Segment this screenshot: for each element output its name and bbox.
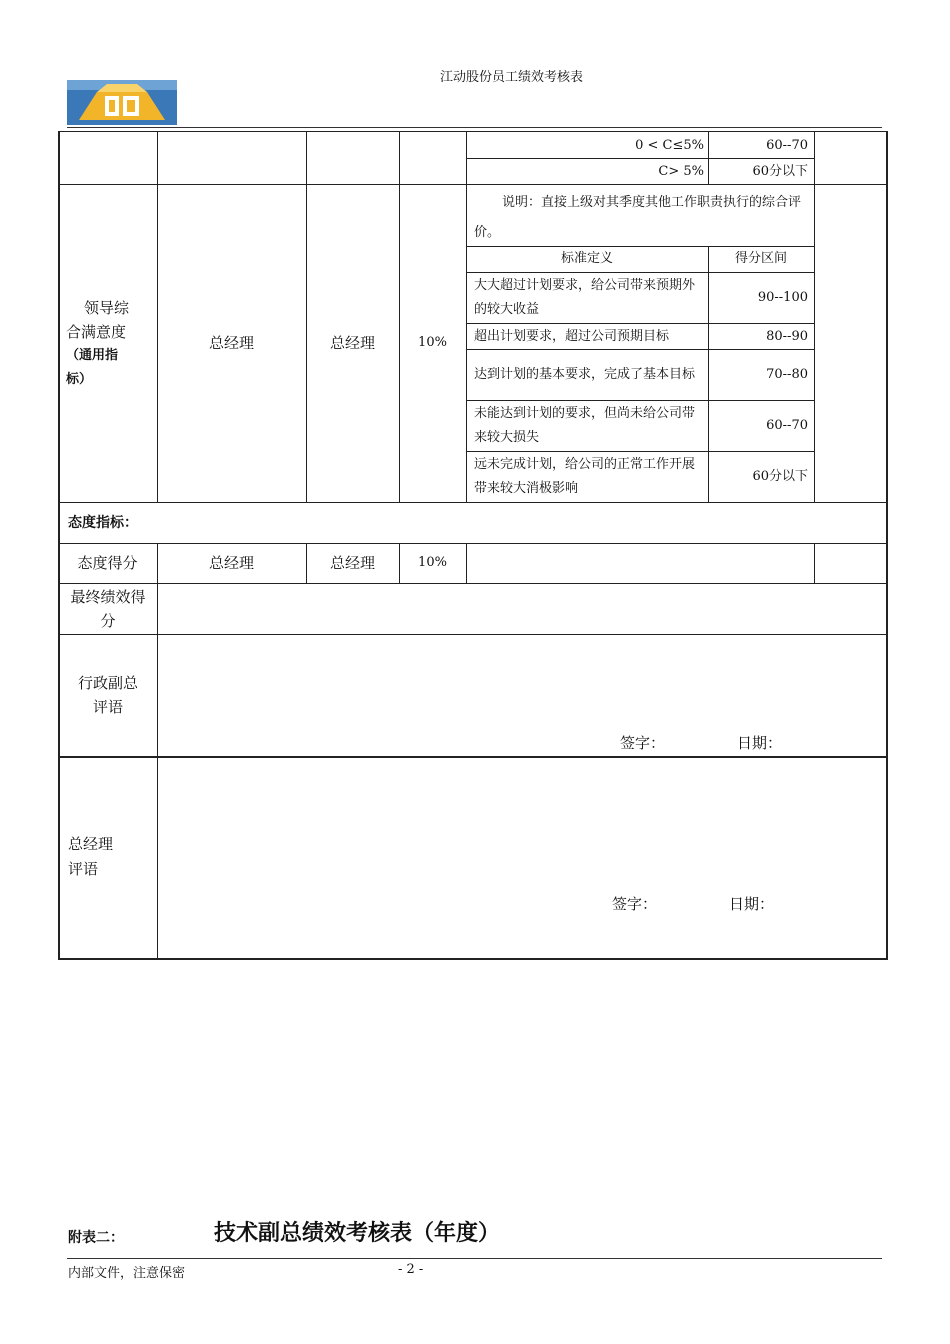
- gm-comment-label-line: 评语: [68, 860, 99, 878]
- final-score-field[interactable]: [158, 584, 885, 634]
- evaluator-cell: 总经理: [208, 334, 254, 352]
- header-rule: [67, 127, 882, 128]
- document-header-title: 江动股份员工绩效考核表: [440, 70, 584, 85]
- admin-comment-label: 行政副总评语: [77, 674, 138, 716]
- row-line-2: [58, 502, 888, 503]
- criteria-range: 80--90: [766, 328, 808, 344]
- criteria-definition: 远未完成计划，给公司的正常工作开展带来较大消极影响: [474, 457, 696, 496]
- criteria-range: 60分以下: [752, 469, 808, 484]
- weight-cell: 10%: [418, 335, 447, 350]
- admin-date-label: 日期：: [737, 734, 783, 752]
- gm-comment-field[interactable]: [158, 759, 885, 956]
- condition-cell: C> 5%: [658, 164, 704, 179]
- admin-sign-label: 签字：: [620, 734, 666, 752]
- indicator-tag: （通用指: [66, 348, 119, 363]
- criteria-range: 60--70: [766, 418, 808, 433]
- criteria-range: 70--80: [766, 367, 808, 382]
- attitude-score-label: 态度得分: [77, 554, 138, 572]
- gm-sign-label: 签字：: [612, 895, 658, 913]
- criteria-header-definition: 标准定义: [560, 251, 613, 266]
- score-cell: 60分以下: [752, 164, 808, 179]
- final-score-label: 最终绩效得分: [70, 588, 146, 630]
- appendix-label: 附表二：: [68, 1230, 124, 1246]
- condition-cell: 0 < C≤5%: [635, 138, 704, 153]
- appendix-title: 技术副总绩效考核表（年度）: [214, 1220, 501, 1246]
- company-logo: [67, 80, 177, 125]
- criteria-definition: 达到计划的基本要求，完成了基本目标: [474, 367, 696, 382]
- gm-date-label: 日期：: [729, 895, 775, 913]
- col-line-4: [466, 131, 467, 502]
- gm-comment-label-line: 总经理: [68, 835, 114, 853]
- criteria-definition: 大大超过计划要求，给公司带来预期外的较大收益: [474, 278, 696, 317]
- criteria-header-range: 得分区间: [734, 251, 787, 266]
- col-line-5: [814, 131, 815, 246]
- table-border-top: [58, 131, 888, 132]
- footer-confidential: 内部文件，注意保密: [68, 1266, 186, 1281]
- inner-row-line-top: [466, 158, 814, 159]
- gm-comment-label: [68, 832, 113, 882]
- attitude-evaluator: 总经理: [208, 554, 254, 572]
- criteria-definition: 未能达到计划的要求，但尚未给公司带来较大损失: [474, 406, 696, 445]
- reviewer-cell: 总经理: [329, 334, 375, 352]
- criteria-range: 90--100: [757, 290, 808, 305]
- indicator-tag: 标）: [66, 372, 93, 387]
- table-border-right: [886, 131, 888, 960]
- row-line-6: [58, 756, 888, 758]
- score-cell: 60--70: [766, 138, 808, 153]
- criteria-col-line: [708, 246, 709, 502]
- attitude-reviewer: 总经理: [329, 554, 375, 572]
- criteria-col-line-right: [814, 246, 815, 502]
- footer-rule: [67, 1258, 882, 1259]
- attitude-criteria-field[interactable]: [467, 544, 813, 582]
- indicator-line: 合满意度: [66, 323, 127, 341]
- criteria-description: 说明：直接上级对其季度其他工作职责执行的综合评价。: [474, 195, 802, 240]
- indicator-name: [66, 296, 154, 392]
- attitude-weight: 10%: [418, 555, 447, 570]
- indicator-line: 领导综: [84, 299, 130, 317]
- page-number: - 2 -: [398, 1262, 424, 1277]
- row-line-5: [58, 634, 888, 635]
- criteria-definition: 超出计划要求，超过公司预期目标: [474, 328, 670, 344]
- attitude-section-title: 态度指标：: [68, 515, 138, 531]
- table-border-bottom: [58, 958, 888, 960]
- attitude-score-field[interactable]: [815, 544, 885, 582]
